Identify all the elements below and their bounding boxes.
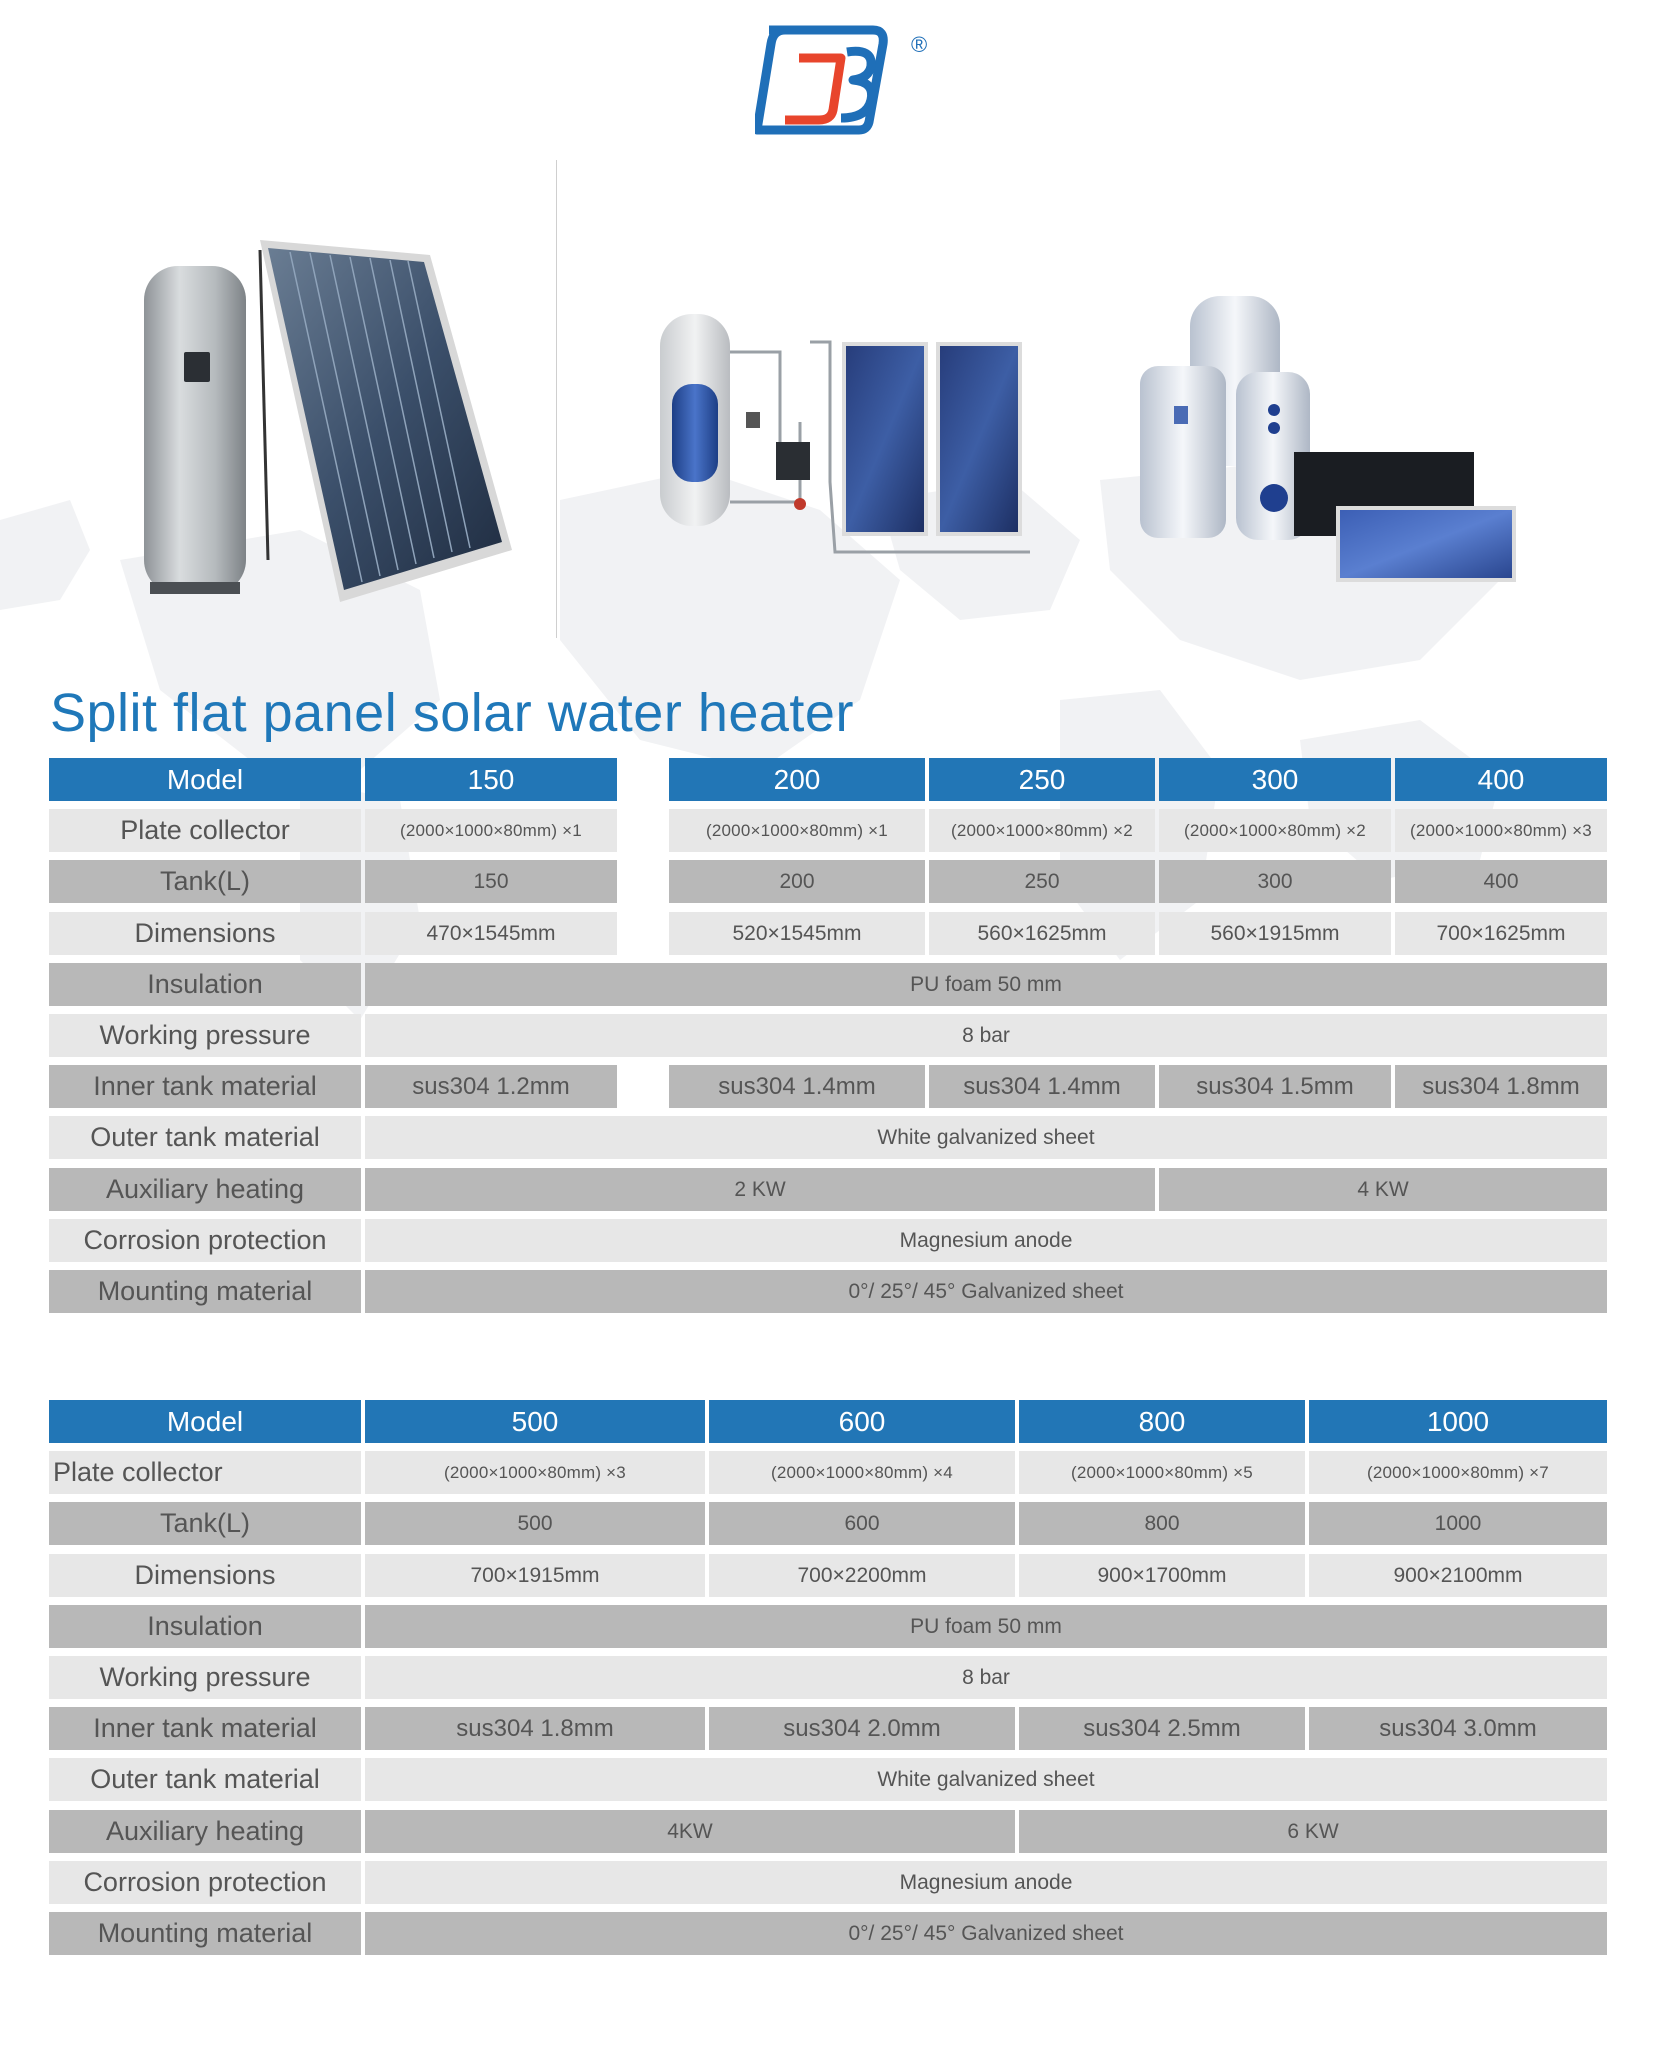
brand-logo [755,18,937,138]
row-label-plate-collector: Plate collector [49,1451,361,1494]
spec-row-auxiliary-heating [49,1168,1607,1211]
row-label-auxiliary-heating: Auxiliary heating [49,1168,361,1211]
inner-tank-material-value: sus304 3.0mm [1309,1707,1607,1750]
plate-collector-value: (2000×1000×80mm) ×3 [365,1451,705,1494]
dimensions-value: 560×1625mm [929,912,1155,955]
row-label-working-pressure: Working pressure [49,1014,361,1057]
row-label-inner-tank-material: Inner tank material [49,1065,361,1108]
spec-row-corrosion-protection [49,1219,1607,1262]
plate-collector-value: (2000×1000×80mm) ×1 [669,809,925,852]
row-label-inner-tank-material: Inner tank material [49,1707,361,1750]
row-label-plate-collector: Plate collector [49,809,361,852]
inner-tank-material-value: sus304 1.4mm [669,1065,925,1108]
spec-row-outer-tank-material [49,1116,1607,1159]
spec-row-inner-tank-material [49,1707,1607,1750]
table-header-row [49,1400,1607,1443]
spec-row-working-pressure [49,1014,1607,1057]
dimensions-value: 520×1545mm [669,912,925,955]
header-model-label: Model [49,758,361,801]
inner-tank-material-value: sus304 1.8mm [1395,1065,1607,1108]
header-model-200: 200 [669,758,925,801]
inner-tank-material-value: sus304 1.2mm [365,1065,617,1108]
dimensions-value: 900×2100mm [1309,1554,1607,1597]
auxiliary-heating-value: 2 KW [365,1168,1155,1211]
insulation-value: PU foam 50 mm [365,963,1607,1006]
plate-collector-value: (2000×1000×80mm) ×1 [365,809,617,852]
tank-l-value: 300 [1159,860,1391,903]
dimensions-value: 560×1915mm [1159,912,1391,955]
row-label-auxiliary-heating: Auxiliary heating [49,1810,361,1853]
spec-row-mounting-material [49,1912,1607,1955]
row-label-dimensions: Dimensions [49,1554,361,1597]
product-image-tank-range [1140,296,1520,586]
auxiliary-heating-value: 4KW [365,1810,1015,1853]
spec-row-corrosion-protection [49,1861,1607,1904]
mounting-material-value: 0°/ 25°/ 45° Galvanized sheet [365,1270,1607,1313]
dimensions-value: 470×1545mm [365,912,617,955]
registered-mark: ® [911,32,928,57]
header-model-500: 500 [365,1400,705,1443]
row-label-insulation: Insulation [49,1605,361,1648]
outer-tank-material-value: White galvanized sheet [365,1116,1607,1159]
working-pressure-value: 8 bar [365,1656,1607,1699]
corrosion-protection-value: Magnesium anode [365,1861,1607,1904]
header-model-600: 600 [709,1400,1015,1443]
spec-row-inner-tank-material [49,1065,1607,1108]
plate-collector-value: (2000×1000×80mm) ×2 [929,809,1155,852]
outer-tank-material-value: White galvanized sheet [365,1758,1607,1801]
spec-row-mounting-material [49,1270,1607,1313]
row-label-corrosion-protection: Corrosion protection [49,1219,361,1262]
spec-row-dimensions [49,1554,1607,1597]
row-label-outer-tank-material: Outer tank material [49,1116,361,1159]
row-label-working-pressure: Working pressure [49,1656,361,1699]
tank-l-value: 400 [1395,860,1607,903]
plate-collector-value: (2000×1000×80mm) ×2 [1159,809,1391,852]
row-label-mounting-material: Mounting material [49,1912,361,1955]
table-header-row [49,758,1607,801]
dimensions-value: 900×1700mm [1019,1554,1305,1597]
working-pressure-value: 8 bar [365,1014,1607,1057]
row-label-outer-tank-material: Outer tank material [49,1758,361,1801]
spec-row-working-pressure [49,1656,1607,1699]
tank-l-value: 600 [709,1502,1015,1545]
dimensions-value: 700×2200mm [709,1554,1015,1597]
auxiliary-heating-value: 6 KW [1019,1810,1607,1853]
inner-tank-material-value: sus304 1.8mm [365,1707,705,1750]
tank-l-value: 200 [669,860,925,903]
spec-row-auxiliary-heating [49,1810,1607,1853]
spec-row-tank-l [49,860,1607,903]
header-model-300: 300 [1159,758,1391,801]
row-label-insulation: Insulation [49,963,361,1006]
tank-l-value: 1000 [1309,1502,1607,1545]
row-label-dimensions: Dimensions [49,912,361,955]
insulation-value: PU foam 50 mm [365,1605,1607,1648]
row-label-mounting-material: Mounting material [49,1270,361,1313]
tank-l-value: 800 [1019,1502,1305,1545]
auxiliary-heating-value: 4 KW [1159,1168,1607,1211]
tank-l-value: 150 [365,860,617,903]
dimensions-value: 700×1625mm [1395,912,1607,955]
spec-row-plate-collector [49,1451,1607,1494]
spec-row-dimensions [49,912,1607,955]
inner-tank-material-value: sus304 2.5mm [1019,1707,1305,1750]
image-divider [556,160,557,638]
row-label-tank-l: Tank(L) [49,1502,361,1545]
corrosion-protection-value: Magnesium anode [365,1219,1607,1262]
plate-collector-value: (2000×1000×80mm) ×7 [1309,1451,1607,1494]
product-image-tank-and-panel [140,230,520,610]
plate-collector-value: (2000×1000×80mm) ×5 [1019,1451,1305,1494]
header-model-label: Model [49,1400,361,1443]
inner-tank-material-value: sus304 1.5mm [1159,1065,1391,1108]
header-model-150: 150 [365,758,617,801]
plate-collector-value: (2000×1000×80mm) ×3 [1395,809,1607,852]
product-image-split-system [650,312,1030,574]
header-model-1000: 1000 [1309,1400,1607,1443]
spec-row-insulation [49,963,1607,1006]
tank-l-value: 250 [929,860,1155,903]
header-model-800: 800 [1019,1400,1305,1443]
inner-tank-material-value: sus304 1.4mm [929,1065,1155,1108]
header-model-400: 400 [1395,758,1607,801]
page-title: Split flat panel solar water heater [50,683,854,743]
tank-l-value: 500 [365,1502,705,1545]
inner-tank-material-value: sus304 2.0mm [709,1707,1015,1750]
mounting-material-value: 0°/ 25°/ 45° Galvanized sheet [365,1912,1607,1955]
spec-row-insulation [49,1605,1607,1648]
plate-collector-value: (2000×1000×80mm) ×4 [709,1451,1015,1494]
spec-row-outer-tank-material [49,1758,1607,1801]
dimensions-value: 700×1915mm [365,1554,705,1597]
spec-row-tank-l [49,1502,1607,1545]
spec-row-plate-collector [49,809,1607,852]
header-model-250: 250 [929,758,1155,801]
row-label-corrosion-protection: Corrosion protection [49,1861,361,1904]
row-label-tank-l: Tank(L) [49,860,361,903]
